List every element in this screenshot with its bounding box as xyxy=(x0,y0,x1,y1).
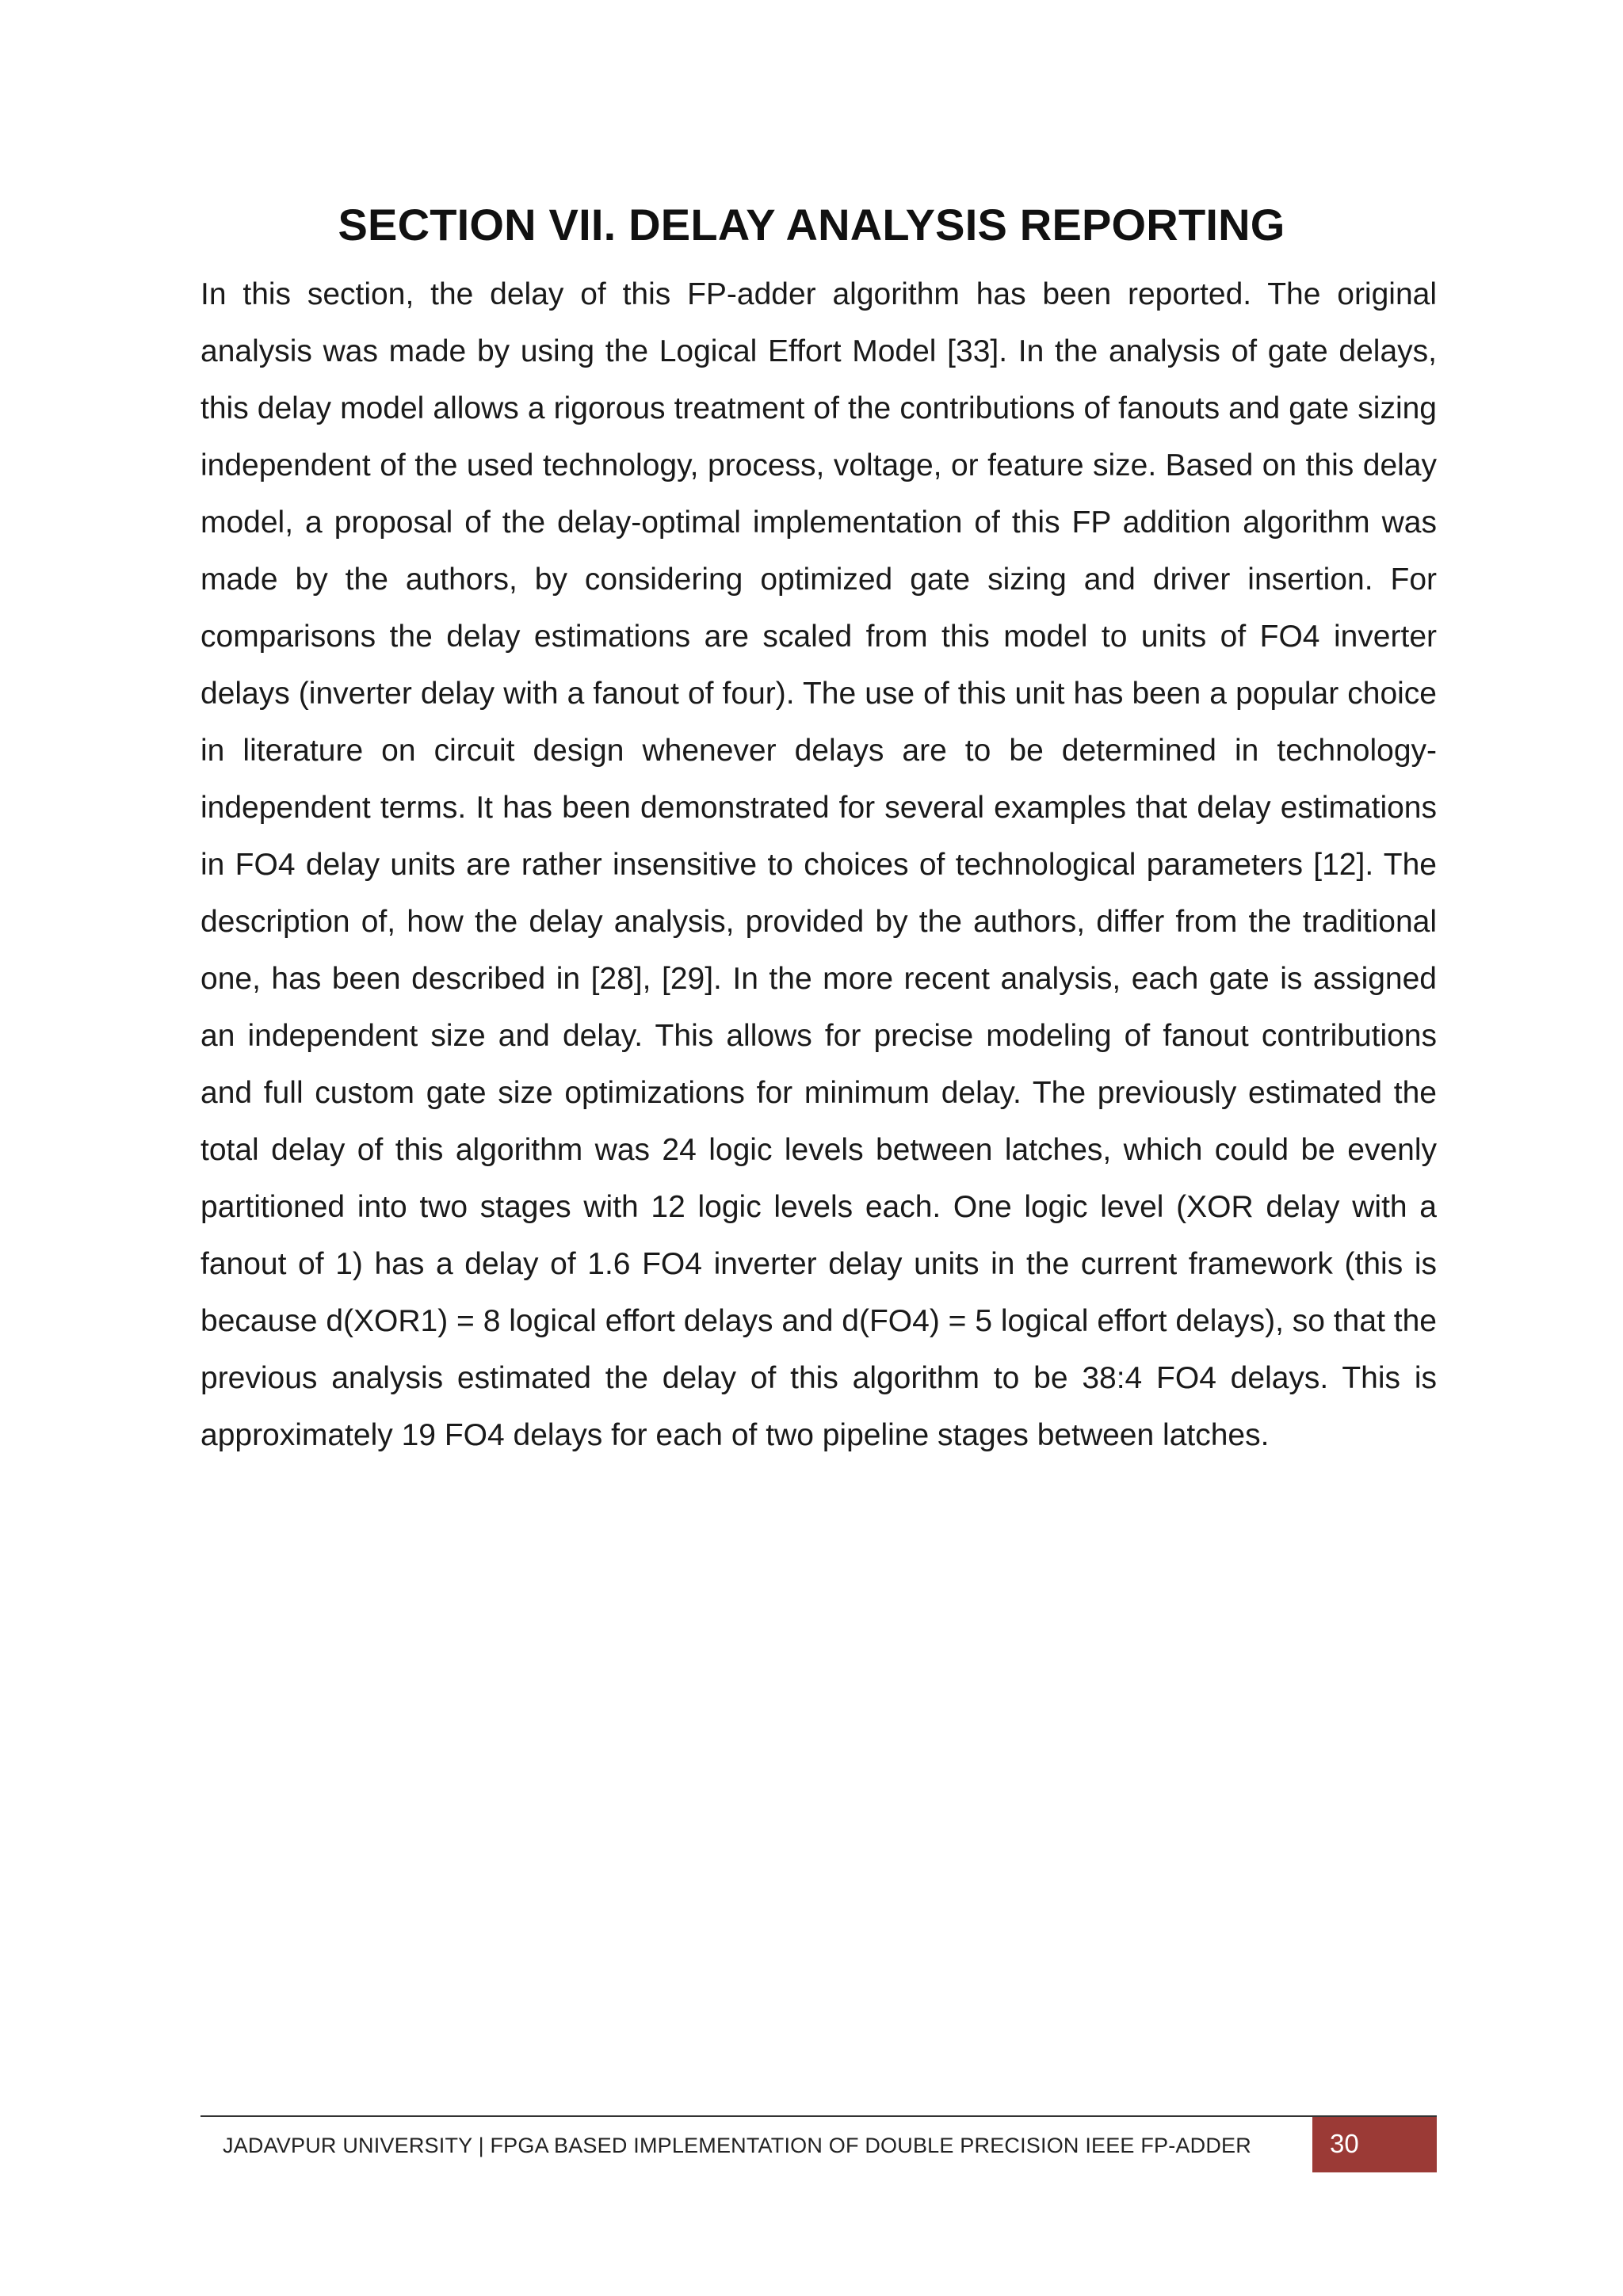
footer-text: JADAVPUR UNIVERSITY | FPGA BASED IMPLEMENTATION OF DOUBLE PRECISION IEEE FP-ADDER xyxy=(223,2134,1251,2157)
page-number: 30 xyxy=(1330,2129,1359,2158)
page-footer xyxy=(200,2115,1437,2172)
footer-divider xyxy=(200,2115,1437,2117)
body-paragraph: In this section, the delay of this FP-adder algorithm has been reported. The original analysis was made by using the Logical Effort Model [33]. In the analysis of gate delays, this delay model allows a rigorous treatment of the contributions of fanouts and gate sizing independent of the used technology, process, voltage, or feature size. Based on this delay model, a proposal of the delay-optimal implementation of this FP addition algorithm was made by the authors, by considering optimized gate sizing and driver insertion. For comparisons the delay estimations are scaled from this model to units of FO4 inverter delays (inverter delay with a fanout of four). The use of this unit has been a popular choice in literature on circuit design whenever delays are to be determined in technology-independent terms. It has been demonstrated for several examples that delay estimations in FO4 delay units are rather insensitive to choices of technological parameters [12]. The description of, how the delay analysis, provided by the authors, differ from the traditional one, has been described in [28], [29]. In the more recent analysis, each gate is assigned an independent size and delay. This allows for precise modeling of fanout contributions and full custom gate size optimizations for minimum delay. The previously estimated the total delay of this algorithm was 24 logic levels between latches, which could be evenly partitioned into two stages with 12 logic levels each. One logic level (XOR delay with a fanout of 1) has a delay of 1.6 FO4 inverter delay units in the current framework (this is because d(XOR1) = 8 logical effort delays and d(FO4) = 5 logical effort delays), so that the previous analysis estimated the delay of this algorithm to be 38:4 FO4 delays. This is approximately 19 FO4 delays for each of two pipeline stages between latches. xyxy=(200,277,1437,1452)
page-number-badge xyxy=(1312,2117,1437,2172)
page-title: SECTION VII. DELAY ANALYSIS REPORTING xyxy=(338,200,1285,250)
